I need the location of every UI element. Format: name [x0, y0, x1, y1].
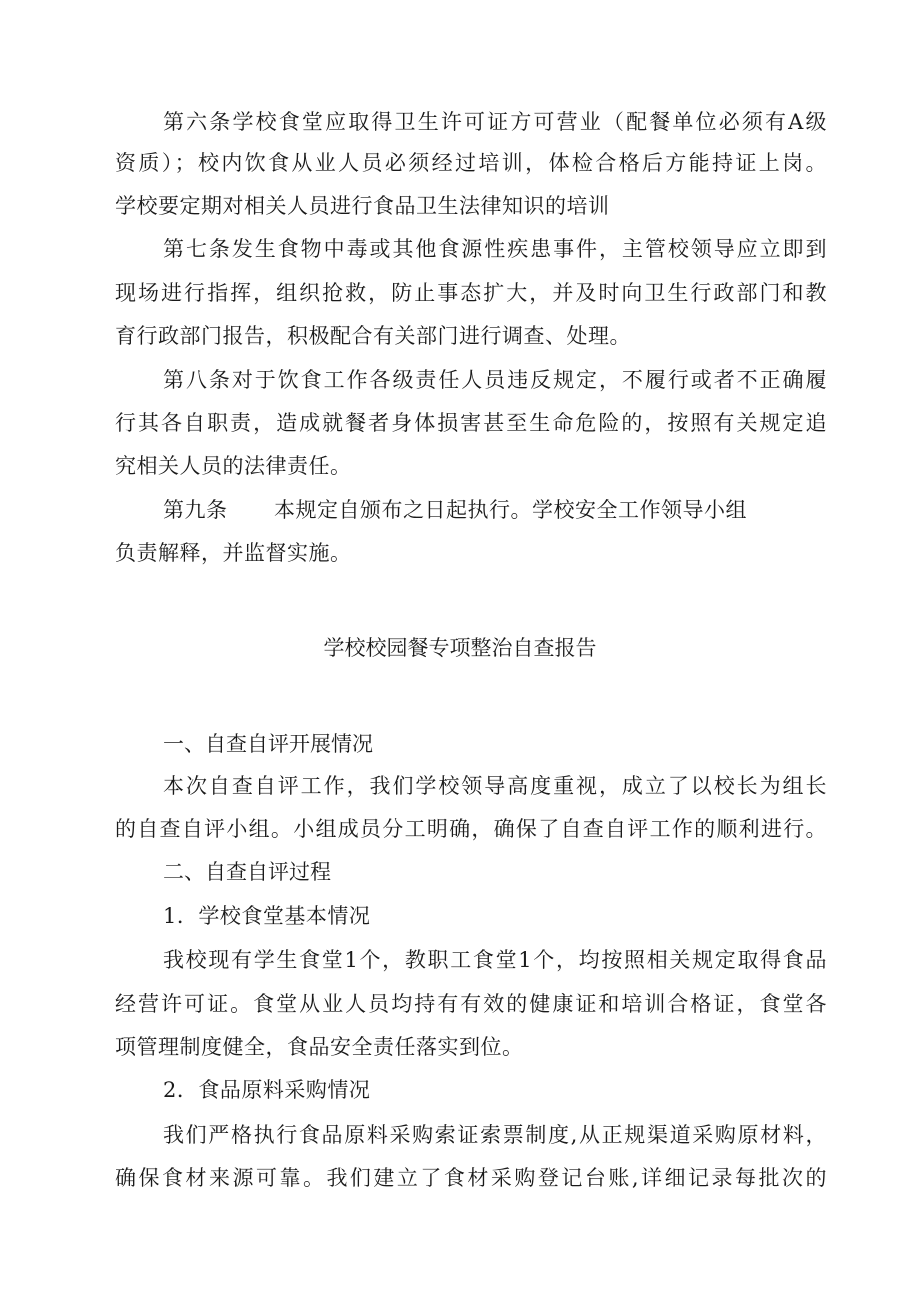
article7-line1: 第七条发生食物中毒或其他食源性疾患事件，主管校领导应立即到 — [163, 237, 827, 261]
article9-line2: 负责解释，并监督实施。 — [115, 541, 352, 565]
section1-heading: 一、自查自评开展情况 — [163, 732, 373, 756]
item2-line2: 确保食材来源可靠。我们建立了食材采购登记台账,详细记录每批次的 — [115, 1166, 827, 1190]
article7-line3: 育行政部门报告，积极配合有关部门进行调查、处理。 — [115, 324, 631, 348]
item2-line1: 我们严格执行食品原料采购索证索票制度,从正规渠道采购原材料， — [163, 1123, 827, 1147]
section2-heading: 二、自查自评过程 — [163, 860, 331, 884]
report-title: 学校校园餐专项整治自查报告 — [323, 636, 597, 660]
article9-line1: 本规定自颁布之日起执行。学校安全工作领导小组 — [274, 498, 747, 522]
article7-line2: 现场进行指挥，组织抢救，防止事态扩大，并及时向卫生行政部门和教 — [115, 281, 827, 305]
article6-line1: 第六条学校食堂应取得卫生许可证方可营业（配餐单位必须有A级 — [163, 110, 827, 134]
item1-line2: 经营许可证。食堂从业人员均持有有效的健康证和培训合格证，食堂各 — [115, 992, 827, 1016]
article6-line3: 学校要定期对相关人员进行食品卫生法律知识的培训 — [115, 194, 610, 218]
article9-label: 第九条 — [163, 498, 228, 522]
article8-line2: 行其各自职责，造成就餐者身体损害甚至生命危险的，按照有关规定追 — [115, 411, 827, 435]
article8-line3: 究相关人员的法律责任。 — [115, 454, 352, 478]
item1-line1: 我校现有学生食堂1个，教职工食堂1个，均按照相关规定取得食品 — [163, 948, 827, 972]
section1-line1: 本次自查自评工作，我们学校领导高度重视，成立了以校长为组长 — [163, 774, 827, 798]
item2-heading: 2．食品原料采购情况 — [163, 1078, 371, 1102]
article6-line2: 资质）；校内饮食从业人员必须经过培训，体检合格后方能持证上岗。 — [115, 151, 827, 175]
item1-line3: 项管理制度健全，食品安全责任落实到位。 — [115, 1035, 524, 1059]
article8-line1: 第八条对于饮食工作各级责任人员违反规定，不履行或者不正确履 — [163, 368, 827, 392]
section1-line2: 的自查自评小组。小组成员分工明确，确保了自查自评工作的顺利进行。 — [115, 817, 827, 841]
item1-heading: 1．学校食堂基本情况 — [163, 904, 371, 928]
